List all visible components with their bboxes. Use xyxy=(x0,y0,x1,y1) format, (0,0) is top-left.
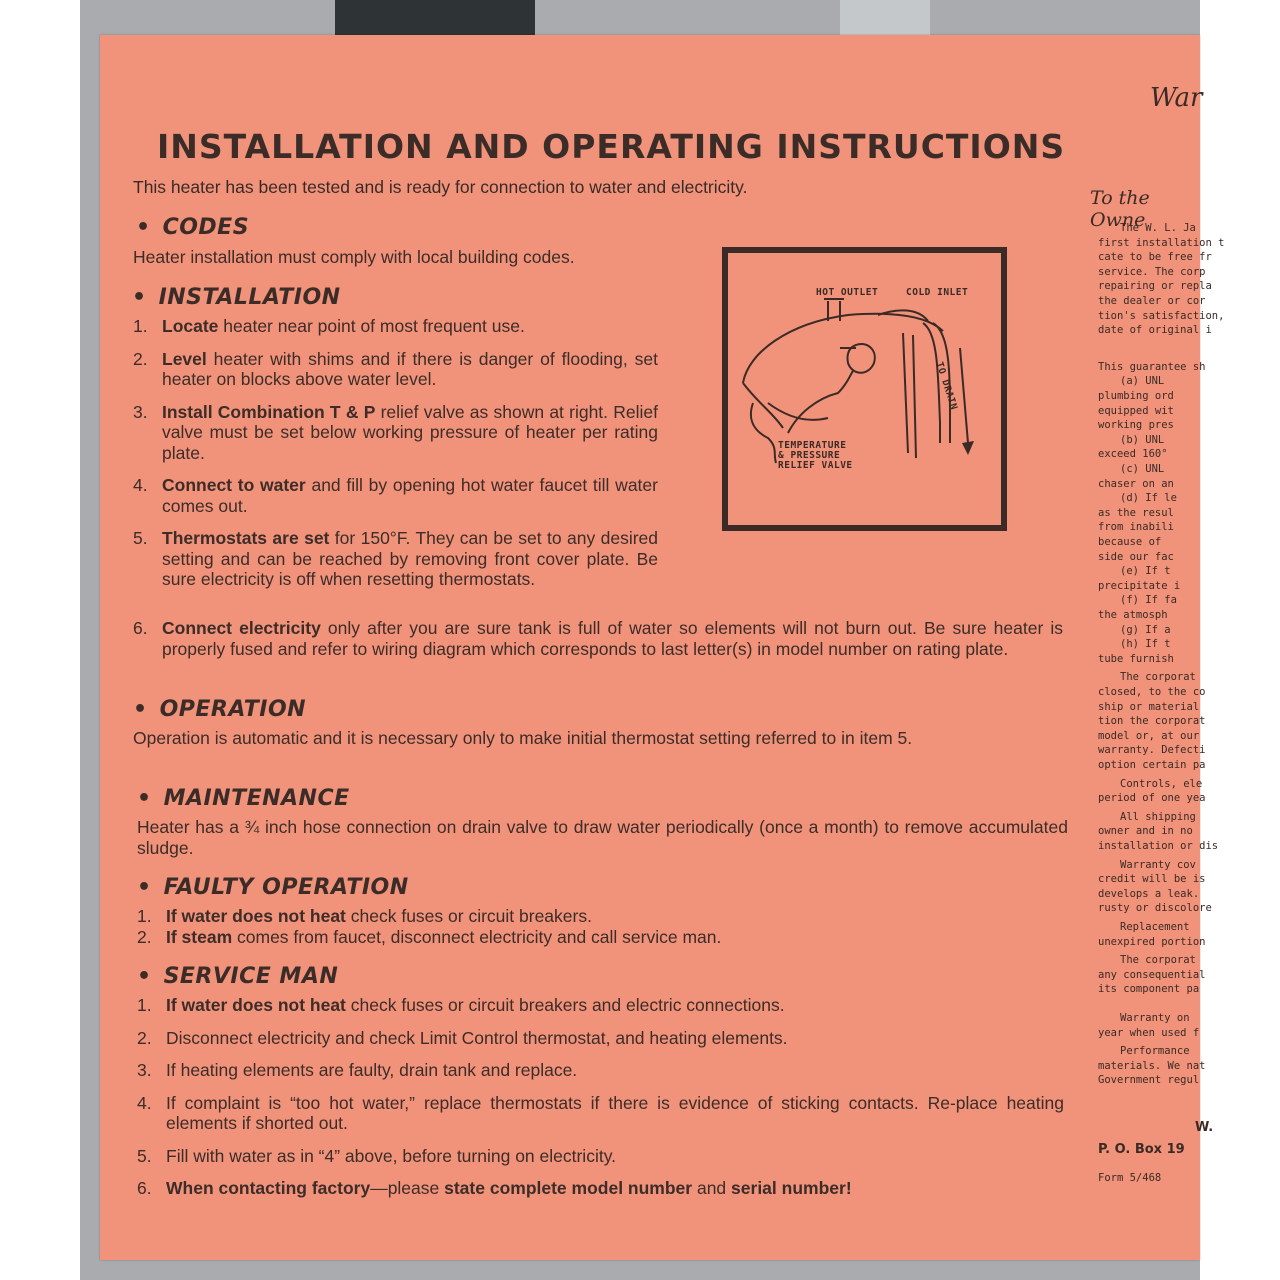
relief-valve-diagram xyxy=(722,247,1007,531)
valve-label-line-2: & PRESSURE xyxy=(778,450,841,461)
service-man-item: 3. If heating elements are faulty, drain tank and replace. xyxy=(137,1060,578,1080)
warranty-text-line: cate to be free fr xyxy=(1098,251,1212,264)
warranty-text-line: installation or dis xyxy=(1098,840,1219,852)
installation-item: 2. Level heater with shims and if there is danger of flooding, set heater on blocks above water level. xyxy=(133,348,658,389)
installation-item: 3. Install Combination T & P relief valve as shown at right. Relief valve must be set below working pressure of heater per rating plate. xyxy=(133,401,658,463)
valve-pointer-line xyxy=(788,371,853,433)
service-man-item: 4. If complaint is “too hot water,” replace thermostats if there is evidence of sticking contacts. Re-place heating elements if shorted out. xyxy=(137,1092,1064,1133)
warranty-text-line: materials. We nat xyxy=(1098,1059,1206,1072)
warranty-text-line: working pres xyxy=(1098,419,1174,432)
warranty-text-line: period of one yea xyxy=(1098,792,1206,805)
warranty-text-line: model or, at our xyxy=(1098,729,1200,742)
warranty-text-line: because of xyxy=(1098,536,1162,548)
warranty-text-line: (h) If t xyxy=(1120,638,1171,651)
warranty-text-line: credit will be is xyxy=(1098,873,1206,886)
warranty-text-line: year when used f xyxy=(1098,1026,1200,1039)
warranty-title: War xyxy=(1150,83,1203,113)
warranty-text-line: rusty or discolore xyxy=(1098,902,1212,915)
warranty-text-line: (a) UNL xyxy=(1120,375,1165,388)
warranty-text-line: Performance xyxy=(1120,1045,1190,1058)
warranty-text-line: service. The corp xyxy=(1098,265,1206,278)
warranty-text-line: the dealer or cor xyxy=(1098,295,1206,307)
warranty-text-line: exceed 160° xyxy=(1098,448,1168,461)
warranty-text-line: option certain pa xyxy=(1098,759,1206,771)
warranty-text-line: Warranty cov xyxy=(1120,858,1196,871)
valve-label-line-3: RELIEF VALVE xyxy=(778,460,853,471)
service-man-item: 6. When contacting factory—please state complete model number and serial number! xyxy=(137,1178,852,1198)
warranty-form-number: Form 5/468 xyxy=(1098,1172,1162,1184)
service-man-item: 1. If water does not heat check fuses or circuit breakers and electric connections. xyxy=(137,995,785,1015)
warranty-text-line: repairing or repla xyxy=(1098,280,1212,293)
tank-jacket-lines xyxy=(903,333,916,458)
warranty-text-line: equipped wit xyxy=(1098,404,1174,417)
warranty-text-line: date of original i xyxy=(1098,324,1212,337)
faulty-operation-item: 2. If steam comes from faucet, disconnect electricity and call service man. xyxy=(137,926,722,947)
service-man-item: 5. Fill with water as in “4” above, before turning on electricity. xyxy=(137,1145,617,1166)
warranty-salutation: To the Owne xyxy=(1090,187,1150,231)
warranty-text-line: plumbing ord xyxy=(1098,390,1174,402)
cold-inlet-label: COLD INLET xyxy=(906,287,969,298)
warranty-text-line: unexpired portion xyxy=(1098,935,1206,948)
warranty-text-line: (d) If le xyxy=(1120,492,1177,505)
installation-item-wide xyxy=(133,618,1063,659)
warranty-text-line: Controls, ele xyxy=(1120,777,1203,790)
warranty-text-line: tion's satisfaction, xyxy=(1098,309,1225,322)
tank-side-outline xyxy=(743,383,783,428)
drain-arrow-head xyxy=(962,441,974,455)
warranty-text-line: All shipping xyxy=(1120,810,1196,823)
warranty-text-line: The corporat xyxy=(1120,671,1196,684)
warranty-text-line: (f) If fa xyxy=(1120,594,1177,607)
warranty-text-line: tube furnish xyxy=(1098,652,1174,665)
warranty-text-line: any consequential xyxy=(1098,968,1206,981)
service-man-heading: • SERVICE MAN xyxy=(137,964,339,989)
warranty-text-line: closed, to the co xyxy=(1098,686,1206,698)
warranty-text-line: as the resul xyxy=(1098,506,1174,519)
installation-item: 1. Locate heater near point of most frequent use. xyxy=(133,316,525,336)
warranty-text-line: (b) UNL xyxy=(1120,433,1165,446)
instruction-pamphlet xyxy=(100,35,1225,1260)
drain-arrow-line xyxy=(960,348,968,443)
warranty-text-line: Warranty on xyxy=(1120,1012,1190,1024)
drain-pipe-left xyxy=(923,323,940,443)
warranty-text-line: from inabili xyxy=(1098,521,1174,534)
warranty-text-line: side our fac xyxy=(1098,550,1174,563)
hot-outlet-label: HOT OUTLET xyxy=(816,287,879,298)
warranty-text-line: ship or material xyxy=(1098,700,1200,713)
faulty-operation-item: 1. If water does not heat check fuses or circuit breakers. xyxy=(137,906,592,926)
warranty-text-line: (e) If t xyxy=(1120,565,1171,578)
warranty-text-line: precipitate i xyxy=(1098,579,1181,592)
warranty-text-line: the atmosph xyxy=(1098,609,1168,621)
warranty-text-line: first installation t xyxy=(1098,236,1225,249)
warranty-text-line: tion the corporat xyxy=(1098,715,1206,728)
hand-outline xyxy=(751,403,776,463)
service-man-item: 2. Disconnect electricity and check Limit Control thermostat, and heating elements. xyxy=(137,1027,788,1048)
installation-list xyxy=(133,316,658,602)
faulty-operation-list xyxy=(137,906,1037,947)
codes-heading: • CODES xyxy=(136,215,250,240)
warranty-text-line: (g) If a xyxy=(1120,623,1171,636)
warranty-text-line: (c) UNL xyxy=(1120,463,1165,475)
warranty-text-line: develops a leak. xyxy=(1098,887,1200,900)
warranty-text-line: Replacement xyxy=(1120,921,1190,933)
to-drain-label: TO DRAIN xyxy=(933,360,960,412)
warranty-text-line: chaser on an xyxy=(1098,477,1174,490)
page-title: INSTALLATION AND OPERATING INSTRUCTIONS xyxy=(157,127,1066,166)
warranty-text-line: warranty. Defecti xyxy=(1098,744,1206,757)
service-man-list xyxy=(137,995,1064,1199)
warranty-text-line: The W. L. Ja xyxy=(1120,222,1196,234)
warranty-text-line: its component pa xyxy=(1098,983,1200,996)
warranty-text-line: owner and in no xyxy=(1098,825,1193,838)
faulty-operation-heading: • FAULTY OPERATION xyxy=(137,875,409,900)
installation-heading: • INSTALLATION xyxy=(132,285,341,310)
warranty-text-line: Government regul xyxy=(1098,1074,1200,1087)
codes-text: Heater installation must comply with local building codes. xyxy=(133,247,575,267)
installation-item: 4. Connect to water and fill by opening hot water faucet till water comes out. xyxy=(133,475,658,516)
maintenance-text: Heater has a ¾ inch hose connection on drain valve to draw water periodically (once a month) to remove accumulated sludge. xyxy=(137,817,1068,858)
warranty-company: W. xyxy=(1195,1120,1214,1135)
intro-text: This heater has been tested and is ready for connection to water and electricity. xyxy=(133,177,748,197)
warranty-text-line: The corporat xyxy=(1120,954,1196,967)
warranty-po-box: P. O. Box 19 xyxy=(1098,1142,1185,1157)
installation-item: 5. Thermostats are set for 150°F. They can be set to any desired setting and can be reached by removing front cover plate. Be sure electricity is off when resetting thermostats. xyxy=(133,528,658,589)
operation-heading: • OPERATION xyxy=(133,697,307,722)
installation-item: 6. Connect electricity only after you are sure tank is full of water so elements will not burn out. Be sure heater is properly fused and refer to wiring diagram which corresponds to last letter(s) in model number on rating plate. xyxy=(133,618,1064,659)
maintenance-heading: • MAINTENANCE xyxy=(137,786,350,811)
operation-text: Operation is automatic and it is necessary only to make initial thermostat setting referred to in item 5. xyxy=(133,728,913,748)
warranty-text-line: This guarantee sh xyxy=(1098,360,1206,373)
valve-label-line-1: TEMPERATURE xyxy=(778,440,847,451)
